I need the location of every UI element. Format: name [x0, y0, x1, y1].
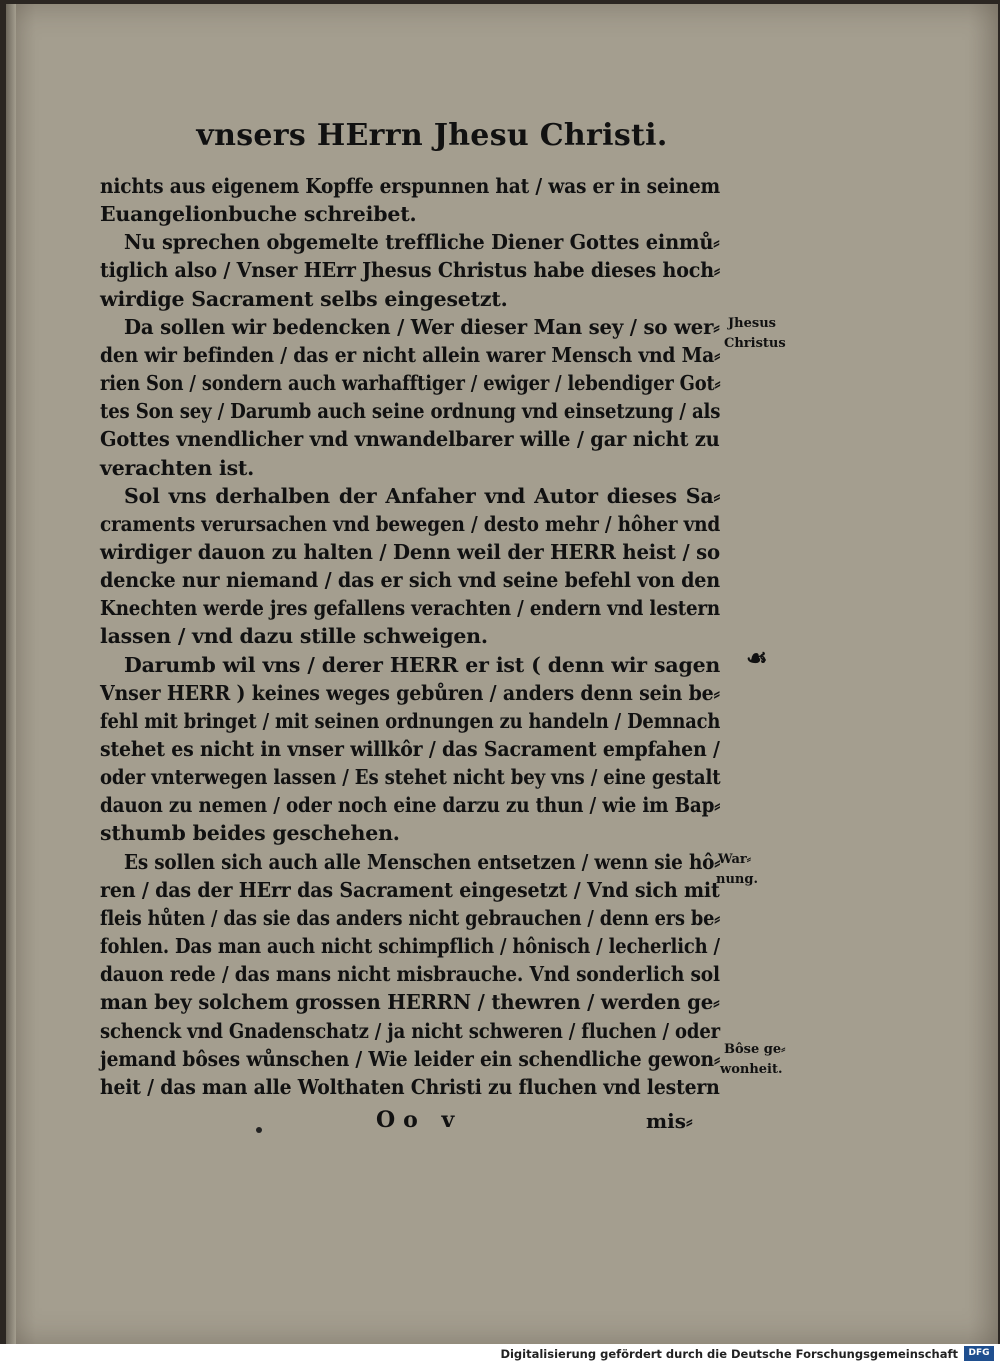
marginal-fleuron-mark: [746, 643, 768, 672]
signature-mark: Oo v: [376, 1107, 463, 1133]
text-line: Nu sprechen obgemelte treffliche Diener Gottes einmů⸗: [124, 230, 720, 255]
text-line: schenck vnd Gnadenschatz / ja nicht schweren / fluchen / oder: [100, 1018, 720, 1043]
funding-notice: Digitalisierung gefördert durch die Deutsche Forschungsgemeinschaft: [500, 1347, 958, 1361]
text-line: heit / das man alle Wolthaten Christi zu fluchen vnd lestern: [100, 1074, 720, 1099]
marginal-note-warnung: [718, 850, 758, 890]
text-line: jemand bôses wůnschen / Wie leider ein schendliche gewon⸗: [100, 1046, 720, 1071]
text-line: Euangelionbuche schreibet.: [100, 202, 417, 227]
marginal-note-line: War⸗: [718, 852, 752, 867]
marginal-note-line: nung.: [716, 872, 758, 887]
text-line: Da sollen wir bedencken / Wer dieser Man sey / so wer⸗: [124, 314, 720, 339]
text-line: Es sollen sich auch alle Menschen entsetzen / wenn sie hô⸗: [124, 849, 721, 874]
text-line: stehet es nicht in vnser willkôr / das Sacrament empfahen /: [100, 737, 720, 761]
running-head: vnsers HErrn Jhesu Christi.: [196, 118, 668, 153]
text-line: fohlen. Das man auch nicht schimpflich / hônisch / lecherlich /: [100, 934, 720, 959]
text-line: dauon rede / das mans nicht misbrauche. Vnd sonderlich sol: [100, 962, 720, 987]
marginal-note-line: Christus: [724, 336, 786, 351]
text-line: man bey solchem grossen HERRN / thewren / werden ge⸗: [100, 990, 720, 1015]
page-edge-shadow: [6, 4, 16, 1344]
text-line: fleis hůten / das sie das anders nicht gebrauchen / denn ers be⸗: [100, 905, 720, 930]
text-line: lassen / vnd dazu stille schweigen.: [100, 624, 488, 649]
text-line: Vnser HERR ) keines weges gebůren / anders denn sein be⸗: [100, 680, 720, 705]
fleuron-icon: ☙: [746, 643, 768, 672]
dfg-logo: DFG: [964, 1346, 994, 1361]
text-line: Darumb wil vns / derer HERR er ist ( denn wir sagen: [124, 652, 721, 677]
marginal-note-jhesus: [718, 314, 786, 354]
text-line: dencke nur niemand / das er sich vnd seine befehl von den: [100, 568, 721, 593]
text-line: rien Son / sondern auch warhafftiger / ewiger / lebendiger Got⸗: [100, 371, 721, 396]
text-line: nichts aus eigenem Kopffe erspunnen hat / was er in seinem: [100, 174, 721, 198]
ink-dot: [256, 1127, 262, 1133]
text-line: wirdige Sacrament selbs eingesetzt.: [100, 286, 508, 311]
marginal-note-line: Jhesus: [728, 316, 776, 331]
marginal-note-boese-gewonheit: [718, 1040, 785, 1080]
marginal-note-line: Bôse ge⸗: [724, 1042, 786, 1057]
text-line: den wir befinden / das er nicht allein warer Mensch vnd Ma⸗: [100, 342, 721, 367]
text-line: tes Son sey / Darumb auch seine ordnung vnd einsetzung / als: [100, 399, 721, 424]
text-line: Gottes vnendlicher vnd vnwandelbarer wille / gar nicht zu: [100, 427, 720, 452]
text-line: sthumb beides geschehen.: [100, 821, 400, 846]
text-line: verachten ist.: [100, 455, 255, 480]
text-line: ren / das der HErr das Sacrament eingesetzt / Vnd sich mit: [100, 877, 720, 902]
text-line: Sol vns derhalben der Anfaher vnd Autor dieses Sa⸗: [124, 483, 721, 508]
book-page: [6, 4, 998, 1344]
text-line: tiglich also / Vnser HErr Jhesus Christus habe dieses hoch⸗: [100, 258, 721, 283]
text-line: fehl mit bringet / mit seinen ordnungen zu handeln / Demnach: [100, 708, 721, 733]
catchword: mis⸗: [646, 1109, 693, 1133]
text-line: craments verursachen vnd bewegen / desto mehr / hôher vnd: [100, 511, 721, 536]
text-line: dauon zu nemen / oder noch eine darzu zu thun / wie im Bap⸗: [100, 793, 721, 818]
text-line: oder vnterwegen lassen / Es stehet nicht bey vns / eine gestalt: [100, 765, 721, 790]
footer-bar: [0, 1344, 1000, 1364]
text-line: Knechten werde jres gefallens verachten / endern vnd lestern: [100, 596, 720, 621]
marginal-note-line: wonheit.: [720, 1062, 783, 1077]
text-line: wirdiger dauon zu halten / Denn weil der HERR heist / so: [100, 539, 720, 564]
